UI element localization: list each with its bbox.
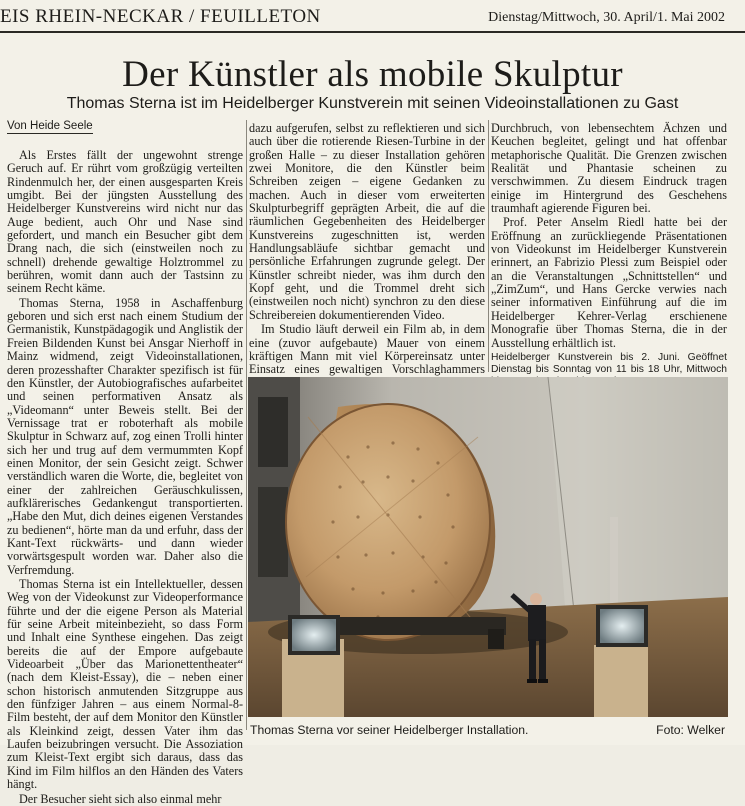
section-title: EIS RHEIN-NECKAR / FEUILLETON xyxy=(0,6,321,27)
photo-credit: Foto: Welker xyxy=(656,723,725,737)
exhibition-info: Heidelberger Kunstverein bis 2. Juni. Geöffnet Dienstag bis Sonntag von 11 bis 18 Uhr, Mittwoch xyxy=(491,351,727,375)
byline: Von Heide Seele xyxy=(7,120,93,132)
paragraph: Thomas Sterna ist ein Intellektueller, dessen Weg von der Videokunst zur Videoperformance führte und der die eigene Person als Material für seine Arbeit miteinbezieht, so dass Form und Inhalt eine Synthese eingehen. Das zeigt bereits die auf der Empore aufgebaute Videoarbeit „Über das Marionettentheater“ (nach dem Kleist-Essay), die – neben einer schon historisch anmutenden Sitzgruppe aus den fünfziger Jahren – aus einem Normal-8-Film besteht, der auf dem Monitor den Künstler als Kleinkind zeigt, dessen Vater ihm das Laufen beizubringen versucht. Die Assoziation zum Kleist-Text ergibt sich daraus, dass das Kind im Film hilflos an den Händen des Vaters hängt. xyxy=(7,577,243,792)
article-column-3 xyxy=(491,121,727,375)
masthead-rule xyxy=(0,31,745,33)
article-column-2 xyxy=(249,121,485,377)
issue-date: Dienstag/Mittwoch, 30. April/1. Mai 2002 xyxy=(488,10,725,25)
installation-photo xyxy=(248,377,728,717)
paragraph: Prof. Peter Anselm Riedl hatte bei der Eröffnung an zurückliegende Präsentationen von Videokunst im Heidelberger Kunstverein erinnert, an Fabrizio Plessi zum Beispiel oder an die Veranstaltungen „Schnittstellen“ und „ZimZum“, und Hans Gercke verwies nach seiner informativen Einführung auf die im Heidelberger Kehrer-Verlag erschienene Monografie über Thomas Sterna, die in der Ausstellung erhältlich ist. xyxy=(491,215,727,350)
photo-caption: Thomas Sterna vor seiner Heidelberger Installation. xyxy=(250,723,529,737)
paragraph: Durchbruch, von lebensechtem Ächzen und Keuchen begleitet, gelingt und hat offenbar metaphorische Qualität. Die Grenzen zwischen Realität und Phantasie scheinen zu verschwimmen. Zu diesem Eindruck tragen einige im Hintergrund des Geschehens traumhaft agierende Figuren bei. xyxy=(491,121,727,216)
masthead xyxy=(0,6,745,32)
subheadline: Thomas Sterna ist im Heidelberger Kunstverein mit seinen Videoinstallationen zu Gast xyxy=(66,95,679,112)
headline: Der Künstler als mobile Skulptur xyxy=(122,54,623,95)
paragraph: Im Studio läuft derweil ein Film ab, in dem eine (zuvor aufgebaute) Mauer von einem kräftigen Mann mit viel Körpereinsatz unter Einsatz eines gewaltigen Vorschlaghammers xyxy=(249,322,485,377)
article-column-1 xyxy=(7,148,243,806)
paragraph: Thomas Sterna, 1958 in Aschaffenburg geboren und sich erst nach einem Studium der Germanistik, Kunstpädagogik und Anglistik der Freien Bildenden Kunst bei Ansgar Nierhoff in Mainz widmend, zeigt Videoinstallationen, deren prozesshafter Charakter spezifisch ist für den Künstler, der Autobiografisches aufarbeitet und seinen performativen Ansatz als „Videomann“ unter Beweis stellt. Bei der Vernissage trat er roboterhaft als mobile Skulptur in Schwarz auf, zog einen Trolli hinter sich her und trug auf dem vermummten Kopf einen Monitor, der sein Gesicht zeigt. Schwer verständlich waren die Worte, die, begleitet von einer der zahlreichen Geräuschkulissen, aufklärerisches Gedankengut transportierten. „Habe den Mut, dich deines eigenen Verstandes zu bedienen“, hörte man da und erfuhr, dass der Kant-Text rückwärts- und dann wieder vorwärtsgespult worden war. Daher also die Verfremdung. xyxy=(7,295,243,577)
paragraph: dazu aufgerufen, selbst zu reflektieren und sich auch über die rotierende Riesen-Turbine in der großen Halle – zu dieser Installation gehören zwei Monitore, die den Künstler beim Schreiben zeigen – eigene Gedanken zu machen. Auch in dieser vom erweiterten Skulpturbegriff geprägten Arbeit, die auf die räumlichen Gegebenheiten des Heidelberger Kunstvereins zugeschnitten ist, werden Handlungsabläufe sichtbar gemacht und persönliche Erfahrungen zugrunde gelegt. Der Künstler schreibt nieder, was ihm durch den Kopf geht, und die Trommel dreht sich (einstweilen noch nicht) synchron zu den diese Schreibereien dokumentierenden Video. xyxy=(249,121,485,322)
paragraph: Als Erstes fällt der ungewohnt strenge Geruch auf. Er rührt vom großzügig verteilten Rindenmulch her, der einen ausgesparten Kreis umgibt. Bei der jüngsten Ausstellung des Heidelberger Kunstvereins wird nicht nur das Auge bedient, auch Ohr und Nase sind gefordert, und manch ein Besucher gibt dem Drang nach, die sich (einstweilen noch zu schnell) drehende gewaltige Holztrommel zu berühren, womit dann auch der Tastsinn zu seinem Recht käme. xyxy=(7,148,243,296)
column-divider xyxy=(246,120,247,730)
column-divider xyxy=(488,120,489,372)
installation-photo-illustration xyxy=(248,377,728,717)
paragraph: Der Besucher sieht sich also einmal mehr xyxy=(19,791,222,806)
